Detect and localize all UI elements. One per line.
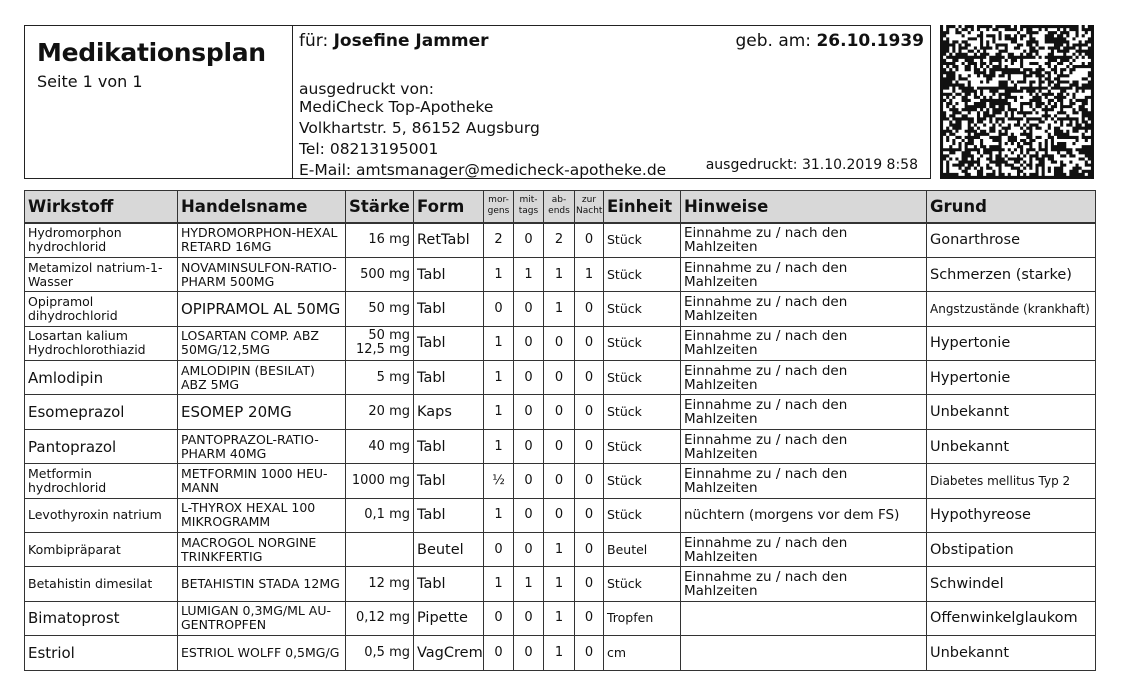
einheit-cell: Stück — [604, 429, 681, 463]
wirkstoff-cell: Betahistin dimesilat — [25, 567, 178, 601]
staerke-cell: 16 mg — [346, 223, 414, 258]
hinweis-cell: Einnahme zu / nach den Mahlzeiten — [681, 533, 927, 567]
wirkstoff-cell: Levothyroxin natrium — [25, 498, 178, 532]
dose-mittags-cell: 0 — [514, 292, 544, 326]
hinweis-cell: Einnahme zu / nach den Mahlzeiten — [681, 464, 927, 498]
dose-nacht-cell: 0 — [575, 601, 604, 635]
handelsname-cell: OPIPRAMOL AL 50MG — [178, 292, 346, 326]
form-cell: Tabl — [414, 464, 484, 498]
einheit-cell: Stück — [604, 498, 681, 532]
dose-morgens-cell: 1 — [484, 361, 514, 395]
form-cell: Tabl — [414, 326, 484, 360]
einheit-cell: Stück — [604, 257, 681, 291]
dose-abends-cell: 0 — [544, 326, 575, 360]
handelsname-cell: BETAHISTIN STADA 12MG — [178, 567, 346, 601]
dose-morgens-cell: 1 — [484, 567, 514, 601]
table-row — [25, 498, 1096, 532]
table-row — [25, 292, 1096, 326]
dose-mittags-cell: 0 — [514, 498, 544, 532]
dose-mittags-cell: 1 — [514, 257, 544, 291]
staerke-cell: 50 mg — [346, 292, 414, 326]
dose-abends-cell: 0 — [544, 361, 575, 395]
grund-cell: Gonarthrose — [927, 223, 1096, 258]
dose-nacht-cell: 0 — [575, 533, 604, 567]
hinweis-cell: Einnahme zu / nach den Mahlzeiten — [681, 361, 927, 395]
handelsname-cell: LUMIGAN 0,3MG/ML AU-GENTROPFEN — [178, 601, 346, 635]
dose-nacht-cell: 0 — [575, 636, 604, 670]
table-row — [25, 326, 1096, 360]
dose-nacht-cell: 0 — [575, 395, 604, 429]
einheit-cell: Beutel — [604, 533, 681, 567]
dose-morgens-cell: 1 — [484, 326, 514, 360]
grund-cell: Hypothyreose — [927, 498, 1096, 532]
hinweis-cell: Einnahme zu / nach den Mahlzeiten — [681, 395, 927, 429]
dose-abends-cell: 0 — [544, 395, 575, 429]
wirkstoff-cell: Hydromorphon hydrochlorid — [25, 223, 178, 258]
wirkstoff-cell: Pantoprazol — [25, 429, 178, 463]
dose-nacht-cell: 0 — [575, 223, 604, 258]
grund-cell: Schwindel — [927, 567, 1096, 601]
table-row — [25, 636, 1096, 670]
dose-mittags-cell: 0 — [514, 636, 544, 670]
table-row — [25, 567, 1096, 601]
wirkstoff-cell: Kombipräparat — [25, 533, 178, 567]
form-cell: Tabl — [414, 429, 484, 463]
dose-morgens-cell: 1 — [484, 395, 514, 429]
table-row — [25, 361, 1096, 395]
dose-mittags-cell: 0 — [514, 601, 544, 635]
einheit-cell: Stück — [604, 223, 681, 258]
hinweis-cell: nüchtern (morgens vor dem FS) — [681, 498, 927, 532]
wirkstoff-cell: Metformin hydrochlorid — [25, 464, 178, 498]
form-cell: Beutel — [414, 533, 484, 567]
form-cell: Pipette — [414, 601, 484, 635]
hinweis-cell: Einnahme zu / nach den Mahlzeiten — [681, 223, 927, 258]
col-handelsname: Handelsname — [178, 191, 346, 223]
dose-morgens-cell: 0 — [484, 601, 514, 635]
grund-cell: Hypertonie — [927, 326, 1096, 360]
col-abends: ab- ends — [544, 191, 575, 223]
staerke-cell: 40 mg — [346, 429, 414, 463]
dose-mittags-cell: 0 — [514, 464, 544, 498]
dob-value: 26.10.1939 — [816, 31, 924, 51]
handelsname-cell: NOVAMINSULFON-RATIO-PHARM 500MG — [178, 257, 346, 291]
col-mittags: mit- tags — [514, 191, 544, 223]
col-nacht: zur Nacht — [575, 191, 604, 223]
einheit-cell: Stück — [604, 361, 681, 395]
handelsname-cell: MACROGOL NORGINE TRINKFERTIG — [178, 533, 346, 567]
handelsname-cell: HYDROMORPHON-HEXAL RETARD 16MG — [178, 223, 346, 258]
handelsname-cell: METFORMIN 1000 HEU-MANN — [178, 464, 346, 498]
datamatrix-modules — [940, 25, 1094, 179]
handelsname-cell: L-THYROX HEXAL 100 MIKROGRAMM — [178, 498, 346, 532]
dose-morgens-cell: 0 — [484, 292, 514, 326]
table-row — [25, 257, 1096, 291]
printed-by-label: ausgedruckt von: — [299, 80, 435, 98]
dose-nacht-cell: 0 — [575, 567, 604, 601]
grund-cell: Unbekannt — [927, 395, 1096, 429]
datamatrix-code-icon — [940, 25, 1094, 179]
dose-abends-cell: 1 — [544, 636, 575, 670]
col-grund: Grund — [927, 191, 1096, 223]
einheit-cell: Tropfen — [604, 601, 681, 635]
dose-morgens-cell: 0 — [484, 533, 514, 567]
dose-abends-cell: 1 — [544, 601, 575, 635]
wirkstoff-cell: Losartan kalium Hydrochlorothiazid — [25, 326, 178, 360]
table-row — [25, 601, 1096, 635]
staerke-cell: 50 mg 12,5 mg — [346, 326, 414, 360]
pharmacy-phone: Tel: 08213195001 — [299, 140, 439, 158]
dose-morgens-cell: 1 — [484, 257, 514, 291]
dose-abends-cell: 0 — [544, 429, 575, 463]
wirkstoff-cell: Esomeprazol — [25, 395, 178, 429]
dose-morgens-cell: 0 — [484, 636, 514, 670]
dob-line — [735, 31, 924, 51]
handelsname-cell: LOSARTAN COMP. ABZ 50MG/12,5MG — [178, 326, 346, 360]
einheit-cell: Stück — [604, 464, 681, 498]
grund-cell: Schmerzen (starke) — [927, 257, 1096, 291]
form-cell: Tabl — [414, 257, 484, 291]
dose-nacht-cell: 0 — [575, 361, 604, 395]
dose-nacht-cell: 1 — [575, 257, 604, 291]
dose-mittags-cell: 0 — [514, 223, 544, 258]
table-row — [25, 223, 1096, 258]
handelsname-cell: ESOMEP 20MG — [178, 395, 346, 429]
staerke-cell — [346, 533, 414, 567]
grund-cell: Offenwinkelglaukom — [927, 601, 1096, 635]
table-row — [25, 464, 1096, 498]
staerke-cell: 12 mg — [346, 567, 414, 601]
table-row — [25, 395, 1096, 429]
dose-morgens-cell: 1 — [484, 498, 514, 532]
handelsname-cell: PANTOPRAZOL-RATIO-PHARM 40MG — [178, 429, 346, 463]
pharmacy-email: E-Mail: amtsmanager@medicheck-apotheke.de — [299, 161, 667, 179]
dose-nacht-cell: 0 — [575, 429, 604, 463]
page-indicator: Seite 1 von 1 — [37, 72, 143, 91]
staerke-cell: 0,1 mg — [346, 498, 414, 532]
dose-morgens-cell: ½ — [484, 464, 514, 498]
document-title: Medikationsplan — [37, 38, 266, 67]
dose-mittags-cell: 0 — [514, 395, 544, 429]
wirkstoff-cell: Opipramol dihydrochlorid — [25, 292, 178, 326]
einheit-cell: Stück — [604, 395, 681, 429]
dose-nacht-cell: 0 — [575, 292, 604, 326]
patient-label: für: — [299, 31, 329, 51]
form-cell: Tabl — [414, 361, 484, 395]
form-cell: VagCrem — [414, 636, 484, 670]
wirkstoff-cell: Bimatoprost — [25, 601, 178, 635]
hinweis-cell — [681, 636, 927, 670]
table-row — [25, 533, 1096, 567]
table-header-row — [25, 191, 1096, 223]
hinweis-cell — [681, 601, 927, 635]
grund-cell: Unbekannt — [927, 429, 1096, 463]
handelsname-cell: AMLODIPIN (BESILAT) ABZ 5MG — [178, 361, 346, 395]
dose-abends-cell: 1 — [544, 567, 575, 601]
wirkstoff-cell: Estriol — [25, 636, 178, 670]
dose-mittags-cell: 0 — [514, 533, 544, 567]
grund-cell: Angstzustände (krankhaft) — [927, 292, 1096, 326]
wirkstoff-cell: Metamizol natrium-1-Wasser — [25, 257, 178, 291]
dob-label: geb. am: — [735, 31, 812, 51]
dose-abends-cell: 0 — [544, 464, 575, 498]
form-cell: RetTabl — [414, 223, 484, 258]
dose-nacht-cell: 0 — [575, 498, 604, 532]
staerke-cell: 0,12 mg — [346, 601, 414, 635]
dose-mittags-cell: 0 — [514, 361, 544, 395]
staerke-cell: 1000 mg — [346, 464, 414, 498]
dose-mittags-cell: 1 — [514, 567, 544, 601]
hinweis-cell: Einnahme zu / nach den Mahlzeiten — [681, 292, 927, 326]
col-form: Form — [414, 191, 484, 223]
hinweis-cell: Einnahme zu / nach den Mahlzeiten — [681, 257, 927, 291]
table-row — [25, 429, 1096, 463]
dose-abends-cell: 1 — [544, 292, 575, 326]
handelsname-cell: ESTRIOL WOLFF 0,5MG/G — [178, 636, 346, 670]
dose-mittags-cell: 0 — [514, 429, 544, 463]
grund-cell: Hypertonie — [927, 361, 1096, 395]
patient-name: Josefine Jammer — [333, 31, 489, 51]
grund-cell: Unbekannt — [927, 636, 1096, 670]
patient-line — [299, 31, 489, 51]
dose-nacht-cell: 0 — [575, 326, 604, 360]
dose-abends-cell: 1 — [544, 533, 575, 567]
einheit-cell: Stück — [604, 292, 681, 326]
form-cell: Tabl — [414, 498, 484, 532]
col-staerke: Stärke — [346, 191, 414, 223]
col-einheit: Einheit — [604, 191, 681, 223]
dose-nacht-cell: 0 — [575, 464, 604, 498]
staerke-cell: 20 mg — [346, 395, 414, 429]
printed-timestamp: ausgedruckt: 31.10.2019 8:58 — [705, 157, 918, 173]
einheit-cell: Stück — [604, 326, 681, 360]
hinweis-cell: Einnahme zu / nach den Mahlzeiten — [681, 567, 927, 601]
einheit-cell: cm — [604, 636, 681, 670]
form-cell: Tabl — [414, 292, 484, 326]
medication-table — [24, 190, 1096, 671]
staerke-cell: 500 mg — [346, 257, 414, 291]
dose-abends-cell: 1 — [544, 257, 575, 291]
dose-abends-cell: 0 — [544, 498, 575, 532]
grund-cell: Diabetes mellitus Typ 2 — [927, 464, 1096, 498]
dose-morgens-cell: 2 — [484, 223, 514, 258]
wirkstoff-cell: Amlodipin — [25, 361, 178, 395]
dose-mittags-cell: 0 — [514, 326, 544, 360]
staerke-cell: 5 mg — [346, 361, 414, 395]
dose-abends-cell: 2 — [544, 223, 575, 258]
form-cell: Kaps — [414, 395, 484, 429]
pharmacy-name: MediCheck Top-Apotheke — [299, 98, 494, 116]
header-box — [24, 25, 931, 179]
col-morgens: mor- gens — [484, 191, 514, 223]
einheit-cell: Stück — [604, 567, 681, 601]
col-hinweise: Hinweise — [681, 191, 927, 223]
form-cell: Tabl — [414, 567, 484, 601]
hinweis-cell: Einnahme zu / nach den Mahlzeiten — [681, 326, 927, 360]
grund-cell: Obstipation — [927, 533, 1096, 567]
col-wirkstoff: Wirkstoff — [25, 191, 178, 223]
hinweis-cell: Einnahme zu / nach den Mahlzeiten — [681, 429, 927, 463]
dose-morgens-cell: 1 — [484, 429, 514, 463]
title-box — [25, 26, 293, 178]
staerke-cell: 0,5 mg — [346, 636, 414, 670]
pharmacy-street: Volkhartstr. 5, 86152 Augsburg — [299, 119, 540, 137]
